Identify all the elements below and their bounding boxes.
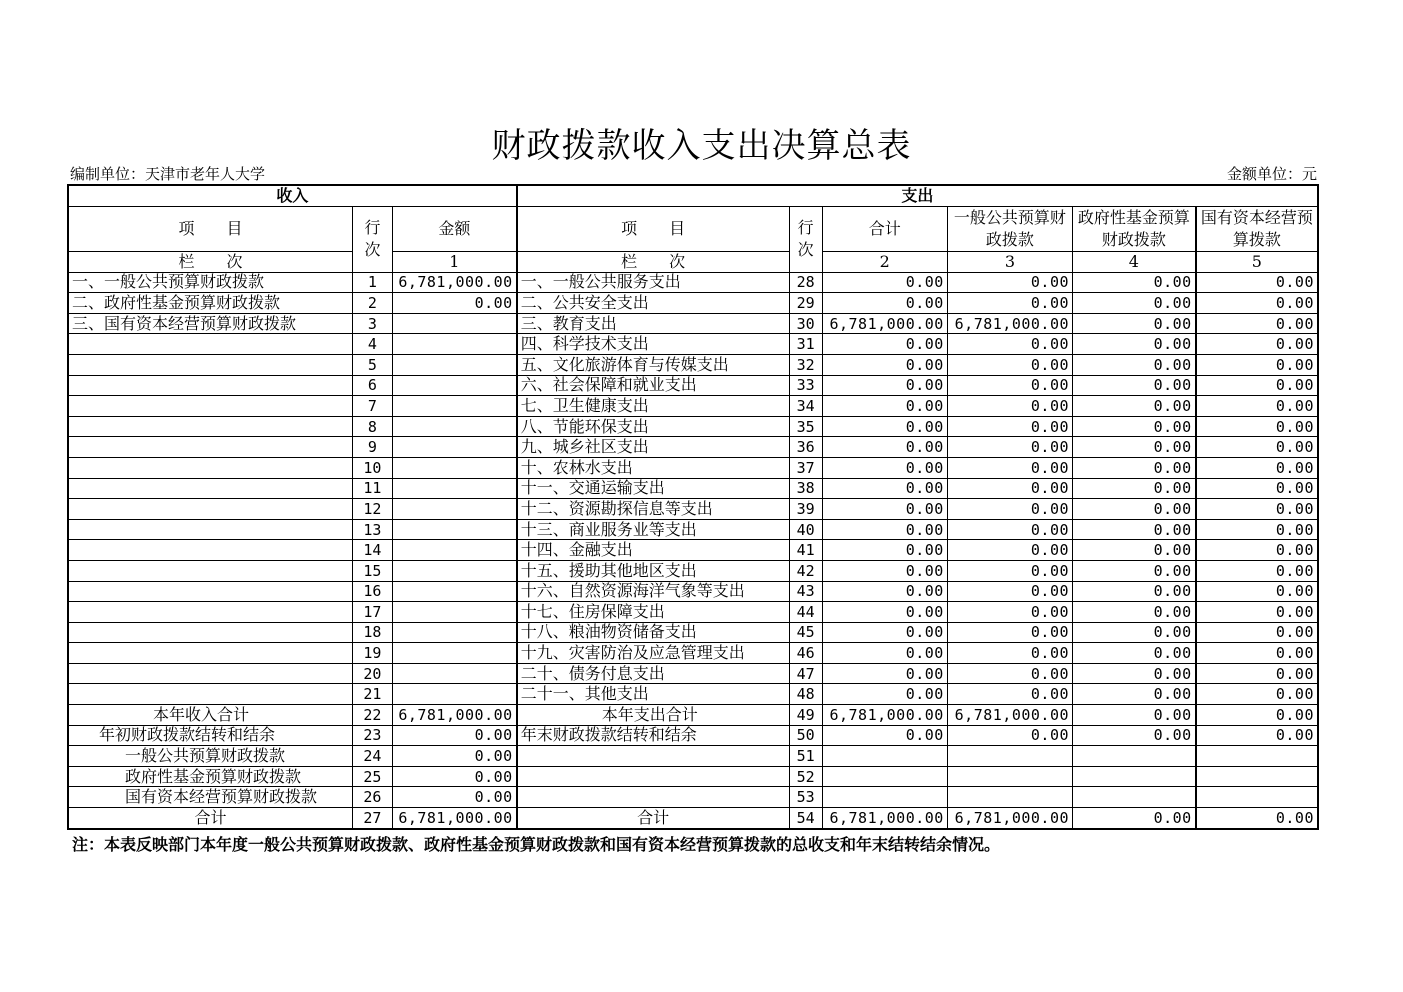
table-row: [68, 416, 1318, 437]
income-item-cell: 合计: [68, 808, 352, 829]
income-line-no-cell: 9: [352, 437, 392, 458]
expense-general-budget-cell: 0.00: [947, 519, 1072, 540]
income-line-no-cell: 15: [352, 560, 392, 581]
expense-general-budget-cell: 6,781,000.00: [947, 705, 1072, 726]
general-budget-header: 一般公共预算财政拨款: [947, 207, 1072, 252]
income-item-cell: [68, 416, 352, 437]
expense-item-cell: 二十一、其他支出: [517, 684, 789, 705]
income-amount-cell: [392, 499, 516, 520]
expense-total-cell: 0.00: [822, 499, 947, 520]
income-item-cell: 一、一般公共预算财政拨款: [68, 272, 352, 293]
table-row: [68, 787, 1318, 808]
income-amount-cell: [392, 519, 516, 540]
expense-line-no-cell: 52: [789, 766, 822, 787]
income-line-no-header: 行次: [352, 207, 392, 273]
table-row: [68, 746, 1318, 767]
expense-line-no-cell: 28: [789, 272, 822, 293]
expense-line-no-cell: 42: [789, 560, 822, 581]
expense-state-capital-cell: [1196, 787, 1318, 808]
income-amount-cell: [392, 643, 516, 664]
table-row: [68, 766, 1318, 787]
compiling-unit: 编制单位：天津市老年人大学: [70, 165, 266, 183]
expense-fund-budget-cell: 0.00: [1073, 293, 1196, 314]
expense-line-no-cell: 34: [789, 396, 822, 417]
expense-fund-budget-cell: 0.00: [1073, 663, 1196, 684]
expense-item-cell: 年末财政拨款结转和结余: [517, 725, 789, 746]
expense-item-cell: 一、一般公共服务支出: [517, 272, 789, 293]
expense-item-cell: 八、节能环保支出: [517, 416, 789, 437]
expense-total-cell: 0.00: [822, 293, 947, 314]
expense-line-no-cell: 47: [789, 663, 822, 684]
expense-line-no-cell: 46: [789, 643, 822, 664]
expense-fund-budget-cell: 0.00: [1073, 416, 1196, 437]
expense-state-capital-cell: 0.00: [1196, 272, 1318, 293]
income-item-cell: 国有资本经营预算财政拨款: [68, 787, 352, 808]
expense-state-capital-cell: [1196, 766, 1318, 787]
income-line-no-cell: 25: [352, 766, 392, 787]
expense-fund-budget-cell: 0.00: [1073, 499, 1196, 520]
expense-line-no-cell: 50: [789, 725, 822, 746]
income-amount-cell: 6,781,000.00: [392, 272, 516, 293]
expense-total-cell: 0.00: [822, 581, 947, 602]
expense-line-no-cell: 51: [789, 746, 822, 767]
income-line-no-cell: 3: [352, 313, 392, 334]
expense-state-capital-cell: 0.00: [1196, 602, 1318, 623]
income-amount-cell: [392, 560, 516, 581]
income-line-no-cell: 11: [352, 478, 392, 499]
expense-fund-budget-cell: 0.00: [1073, 808, 1196, 829]
income-amount-cell: 0.00: [392, 766, 516, 787]
table-row: [68, 457, 1318, 478]
expense-line-no-cell: 39: [789, 499, 822, 520]
expense-item-cell: 合计: [517, 808, 789, 829]
expense-item-cell: 十六、自然资源海洋气象等支出: [517, 581, 789, 602]
expense-general-budget-cell: 6,781,000.00: [947, 313, 1072, 334]
total-header: 合计: [822, 207, 947, 252]
expense-general-budget-cell: 0.00: [947, 622, 1072, 643]
expense-fund-budget-cell: 0.00: [1073, 313, 1196, 334]
header-row-columns: [68, 207, 1318, 252]
expense-total-cell: 0.00: [822, 560, 947, 581]
expense-item-cell: 二十、债务付息支出: [517, 663, 789, 684]
income-amount-cell: 0.00: [392, 746, 516, 767]
expense-fund-budget-cell: 0.00: [1073, 581, 1196, 602]
expense-fund-budget-cell: 0.00: [1073, 684, 1196, 705]
table-row: [68, 499, 1318, 520]
table-row: [68, 313, 1318, 334]
income-header: 收入: [68, 185, 517, 207]
expense-general-budget-cell: 0.00: [947, 643, 1072, 664]
table-row: [68, 540, 1318, 561]
income-item-cell: 一般公共预算财政拨款: [68, 746, 352, 767]
expense-total-cell: 0.00: [822, 272, 947, 293]
income-line-no-cell: 8: [352, 416, 392, 437]
income-item-cell: [68, 622, 352, 643]
income-item-cell: 本年收入合计: [68, 705, 352, 726]
expense-total-cell: 0.00: [822, 478, 947, 499]
expense-state-capital-cell: 0.00: [1196, 725, 1318, 746]
income-line-no-cell: 13: [352, 519, 392, 540]
income-item-cell: [68, 478, 352, 499]
income-line-no-cell: 10: [352, 457, 392, 478]
expense-line-no-cell: 49: [789, 705, 822, 726]
expense-item-cell: 十一、交通运输支出: [517, 478, 789, 499]
expense-fund-budget-cell: 0.00: [1073, 725, 1196, 746]
expense-line-no-cell: 31: [789, 334, 822, 355]
table-row: [68, 437, 1318, 458]
expense-line-no-cell: 37: [789, 457, 822, 478]
table-row: [68, 725, 1318, 746]
income-line-no-cell: 12: [352, 499, 392, 520]
header-row-column-numbers: [68, 252, 1318, 273]
table-row: [68, 375, 1318, 396]
expense-total-cell: 0.00: [822, 540, 947, 561]
income-line-no-cell: 5: [352, 354, 392, 375]
expense-total-cell: 6,781,000.00: [822, 705, 947, 726]
table-row: [68, 560, 1318, 581]
expense-item-cell: 十九、灾害防治及应急管理支出: [517, 643, 789, 664]
income-amount-cell: [392, 540, 516, 561]
expense-item-cell: 三、教育支出: [517, 313, 789, 334]
income-item-cell: [68, 602, 352, 623]
expense-general-budget-cell: 0.00: [947, 437, 1072, 458]
expense-general-budget-cell: 6,781,000.00: [947, 808, 1072, 829]
income-item-cell: 政府性基金预算财政拨款: [68, 766, 352, 787]
expense-fund-budget-cell: 0.00: [1073, 478, 1196, 499]
income-amount-cell: [392, 622, 516, 643]
expense-state-capital-cell: 0.00: [1196, 499, 1318, 520]
expense-item-cell: 五、文化旅游体育与传媒支出: [517, 354, 789, 375]
income-line-no-cell: 6: [352, 375, 392, 396]
expense-general-budget-cell: 0.00: [947, 540, 1072, 561]
income-item-cell: 三、国有资本经营预算财政拨款: [68, 313, 352, 334]
expense-general-budget-cell: 0.00: [947, 293, 1072, 314]
expense-fund-budget-cell: 0.00: [1073, 519, 1196, 540]
col-number-4: 4: [1073, 252, 1196, 273]
income-amount-cell: [392, 396, 516, 417]
expense-fund-budget-cell: [1073, 787, 1196, 808]
income-item-cell: [68, 354, 352, 375]
expense-general-budget-cell: 0.00: [947, 560, 1072, 581]
income-item-cell: [68, 396, 352, 417]
expense-state-capital-cell: 0.00: [1196, 684, 1318, 705]
expense-line-no-cell: 44: [789, 602, 822, 623]
expense-item-cell: 二、公共安全支出: [517, 293, 789, 314]
income-item-cell: 二、政府性基金预算财政拨款: [68, 293, 352, 314]
income-item-cell: [68, 643, 352, 664]
expense-fund-budget-cell: [1073, 766, 1196, 787]
income-item-cell: [68, 663, 352, 684]
income-amount-cell: [392, 334, 516, 355]
income-line-no-cell: 16: [352, 581, 392, 602]
expense-general-budget-cell: 0.00: [947, 725, 1072, 746]
expense-total-cell: 0.00: [822, 334, 947, 355]
expense-item-cell: 七、卫生健康支出: [517, 396, 789, 417]
expense-item-cell: [517, 787, 789, 808]
expense-general-budget-cell: 0.00: [947, 354, 1072, 375]
expense-line-no-cell: 45: [789, 622, 822, 643]
expense-fund-budget-cell: 0.00: [1073, 705, 1196, 726]
expense-item-cell: 十二、资源勘探信息等支出: [517, 499, 789, 520]
expense-total-cell: 6,781,000.00: [822, 313, 947, 334]
page-title: 财政拨款收入支出决算总表: [491, 126, 912, 166]
fund-budget-header: 政府性基金预算财政拨款: [1073, 207, 1196, 252]
expense-total-cell: 6,781,000.00: [822, 808, 947, 829]
expense-total-cell: [822, 746, 947, 767]
expense-state-capital-cell: 0.00: [1196, 581, 1318, 602]
expense-total-cell: 0.00: [822, 437, 947, 458]
income-amount-cell: [392, 684, 516, 705]
income-amount-cell: [392, 313, 516, 334]
expense-state-capital-cell: 0.00: [1196, 808, 1318, 829]
income-line-no-cell: 17: [352, 602, 392, 623]
expense-item-cell: 十八、粮油物资储备支出: [517, 622, 789, 643]
expense-fund-budget-cell: 0.00: [1073, 457, 1196, 478]
expense-line-no-header: 行次: [789, 207, 822, 273]
expense-total-cell: 0.00: [822, 643, 947, 664]
expense-total-cell: 0.00: [822, 602, 947, 623]
income-item-cell: [68, 684, 352, 705]
expense-general-budget-cell: 0.00: [947, 396, 1072, 417]
expense-line-no-cell: 54: [789, 808, 822, 829]
table-row: [68, 643, 1318, 664]
expense-fund-budget-cell: 0.00: [1073, 354, 1196, 375]
expense-fund-budget-cell: 0.00: [1073, 334, 1196, 355]
col-number-2: 2: [822, 252, 947, 273]
expense-total-cell: 0.00: [822, 396, 947, 417]
income-item-cell: [68, 540, 352, 561]
expense-line-no-cell: 48: [789, 684, 822, 705]
expense-item-cell: 十七、住房保障支出: [517, 602, 789, 623]
income-amount-cell: 0.00: [392, 787, 516, 808]
state-capital-header: 国有资本经营预算拨款: [1196, 207, 1318, 252]
income-amount-cell: [392, 437, 516, 458]
income-item-header: 项 目: [68, 207, 352, 252]
expense-state-capital-cell: 0.00: [1196, 540, 1318, 561]
income-amount-cell: 6,781,000.00: [392, 705, 516, 726]
income-line-no-cell: 14: [352, 540, 392, 561]
expense-line-no-cell: 41: [789, 540, 822, 561]
expense-state-capital-cell: 0.00: [1196, 396, 1318, 417]
expense-state-capital-cell: 0.00: [1196, 416, 1318, 437]
expense-general-budget-cell: 0.00: [947, 581, 1072, 602]
table-row: [68, 478, 1318, 499]
expense-column-label: 栏 次: [517, 252, 789, 273]
expense-state-capital-cell: [1196, 746, 1318, 767]
expense-item-cell: 九、城乡社区支出: [517, 437, 789, 458]
expense-fund-budget-cell: 0.00: [1073, 622, 1196, 643]
table-row: [68, 272, 1318, 293]
expense-fund-budget-cell: 0.00: [1073, 540, 1196, 561]
expense-general-budget-cell: [947, 766, 1072, 787]
expense-state-capital-cell: 0.00: [1196, 478, 1318, 499]
expense-total-cell: 0.00: [822, 622, 947, 643]
expense-line-no-cell: 30: [789, 313, 822, 334]
expense-general-budget-cell: 0.00: [947, 334, 1072, 355]
expense-total-cell: 0.00: [822, 663, 947, 684]
col-number-1: 1: [392, 252, 516, 273]
income-line-no-cell: 26: [352, 787, 392, 808]
expense-total-cell: 0.00: [822, 684, 947, 705]
expense-total-cell: [822, 766, 947, 787]
expense-total-cell: 0.00: [822, 725, 947, 746]
expense-state-capital-cell: 0.00: [1196, 293, 1318, 314]
expense-general-budget-cell: [947, 746, 1072, 767]
expense-state-capital-cell: 0.00: [1196, 334, 1318, 355]
income-line-no-cell: 19: [352, 643, 392, 664]
table-row: [68, 808, 1318, 829]
expense-item-cell: 十三、商业服务业等支出: [517, 519, 789, 540]
expense-state-capital-cell: 0.00: [1196, 437, 1318, 458]
income-line-no-cell: 2: [352, 293, 392, 314]
expense-item-cell: 四、科学技术支出: [517, 334, 789, 355]
table-row: [68, 354, 1318, 375]
table-row: [68, 622, 1318, 643]
income-item-cell: [68, 519, 352, 540]
table-row: [68, 663, 1318, 684]
expense-state-capital-cell: 0.00: [1196, 622, 1318, 643]
expense-state-capital-cell: 0.00: [1196, 375, 1318, 396]
col-number-3: 3: [947, 252, 1072, 273]
expense-total-cell: [822, 787, 947, 808]
table-row: [68, 602, 1318, 623]
expense-header: 支出: [517, 185, 1318, 207]
income-item-cell: [68, 581, 352, 602]
income-item-cell: [68, 334, 352, 355]
expense-fund-budget-cell: 0.00: [1073, 643, 1196, 664]
income-item-cell: [68, 560, 352, 581]
income-column-label: 栏 次: [68, 252, 352, 273]
income-amount-cell: 6,781,000.00: [392, 808, 516, 829]
expense-state-capital-cell: 0.00: [1196, 354, 1318, 375]
expense-general-budget-cell: 0.00: [947, 272, 1072, 293]
income-line-no-cell: 24: [352, 746, 392, 767]
income-amount-cell: [392, 581, 516, 602]
table-row: [68, 519, 1318, 540]
income-amount-header: 金额: [392, 207, 516, 252]
income-amount-cell: [392, 663, 516, 684]
expense-fund-budget-cell: 0.00: [1073, 602, 1196, 623]
table-row: [68, 684, 1318, 705]
income-amount-cell: [392, 457, 516, 478]
expense-fund-budget-cell: [1073, 746, 1196, 767]
expense-total-cell: 0.00: [822, 416, 947, 437]
income-line-no-cell: 22: [352, 705, 392, 726]
income-amount-cell: [392, 602, 516, 623]
expense-total-cell: 0.00: [822, 375, 947, 396]
income-item-cell: [68, 457, 352, 478]
expense-item-cell: 十五、援助其他地区支出: [517, 560, 789, 581]
expense-line-no-cell: 32: [789, 354, 822, 375]
expense-state-capital-cell: 0.00: [1196, 643, 1318, 664]
header-row-section: [68, 185, 1318, 207]
expense-state-capital-cell: 0.00: [1196, 519, 1318, 540]
expense-line-no-cell: 36: [789, 437, 822, 458]
income-line-no-cell: 20: [352, 663, 392, 684]
expense-general-budget-cell: 0.00: [947, 375, 1072, 396]
table-row: [68, 581, 1318, 602]
expense-general-budget-cell: 0.00: [947, 457, 1072, 478]
income-amount-cell: 0.00: [392, 725, 516, 746]
table-row: [68, 293, 1318, 314]
expense-line-no-cell: 29: [789, 293, 822, 314]
table-row: [68, 334, 1318, 355]
expense-fund-budget-cell: 0.00: [1073, 272, 1196, 293]
income-item-cell: [68, 499, 352, 520]
expense-line-no-cell: 35: [789, 416, 822, 437]
expense-state-capital-cell: 0.00: [1196, 560, 1318, 581]
expense-item-cell: 十、农林水支出: [517, 457, 789, 478]
table-row: [68, 396, 1318, 417]
table-row: [68, 705, 1318, 726]
expense-item-header: 项 目: [517, 207, 789, 252]
income-amount-cell: [392, 354, 516, 375]
expense-item-cell: 六、社会保障和就业支出: [517, 375, 789, 396]
income-amount-cell: 0.00: [392, 293, 516, 314]
income-line-no-cell: 27: [352, 808, 392, 829]
expense-state-capital-cell: 0.00: [1196, 663, 1318, 684]
income-item-cell: [68, 437, 352, 458]
income-line-no-cell: 23: [352, 725, 392, 746]
expense-total-cell: 0.00: [822, 457, 947, 478]
expense-general-budget-cell: 0.00: [947, 602, 1072, 623]
expense-line-no-cell: 53: [789, 787, 822, 808]
income-item-cell: 年初财政拨款结转和结余: [68, 725, 352, 746]
expense-general-budget-cell: 0.00: [947, 663, 1072, 684]
expense-state-capital-cell: 0.00: [1196, 457, 1318, 478]
income-amount-cell: [392, 375, 516, 396]
settlement-table: [67, 184, 1319, 830]
expense-line-no-cell: 38: [789, 478, 822, 499]
amount-unit: 金额单位：元: [1226, 165, 1317, 183]
expense-state-capital-cell: 0.00: [1196, 313, 1318, 334]
income-line-no-cell: 7: [352, 396, 392, 417]
expense-general-budget-cell: 0.00: [947, 478, 1072, 499]
income-line-no-cell: 21: [352, 684, 392, 705]
expense-item-cell: [517, 746, 789, 767]
expense-general-budget-cell: [947, 787, 1072, 808]
expense-total-cell: 0.00: [822, 354, 947, 375]
income-amount-cell: [392, 478, 516, 499]
income-line-no-cell: 1: [352, 272, 392, 293]
expense-general-budget-cell: 0.00: [947, 416, 1072, 437]
expense-item-cell: 十四、金融支出: [517, 540, 789, 561]
expense-item-cell: [517, 766, 789, 787]
expense-state-capital-cell: 0.00: [1196, 705, 1318, 726]
income-item-cell: [68, 375, 352, 396]
income-line-no-cell: 4: [352, 334, 392, 355]
expense-total-cell: 0.00: [822, 519, 947, 540]
expense-line-no-cell: 40: [789, 519, 822, 540]
income-line-no-cell: 18: [352, 622, 392, 643]
expense-general-budget-cell: 0.00: [947, 684, 1072, 705]
expense-general-budget-cell: 0.00: [947, 499, 1072, 520]
income-amount-cell: [392, 416, 516, 437]
expense-item-cell: 本年支出合计: [517, 705, 789, 726]
footnote: 注：本表反映部门本年度一般公共预算财政拨款、政府性基金预算财政拨款和国有资本经营预算拨款的总收支和年末结转结余情况。: [72, 835, 1001, 854]
expense-fund-budget-cell: 0.00: [1073, 396, 1196, 417]
expense-fund-budget-cell: 0.00: [1073, 560, 1196, 581]
expense-fund-budget-cell: 0.00: [1073, 375, 1196, 396]
expense-line-no-cell: 43: [789, 581, 822, 602]
col-number-5: 5: [1196, 252, 1318, 273]
expense-line-no-cell: 33: [789, 375, 822, 396]
expense-fund-budget-cell: 0.00: [1073, 437, 1196, 458]
